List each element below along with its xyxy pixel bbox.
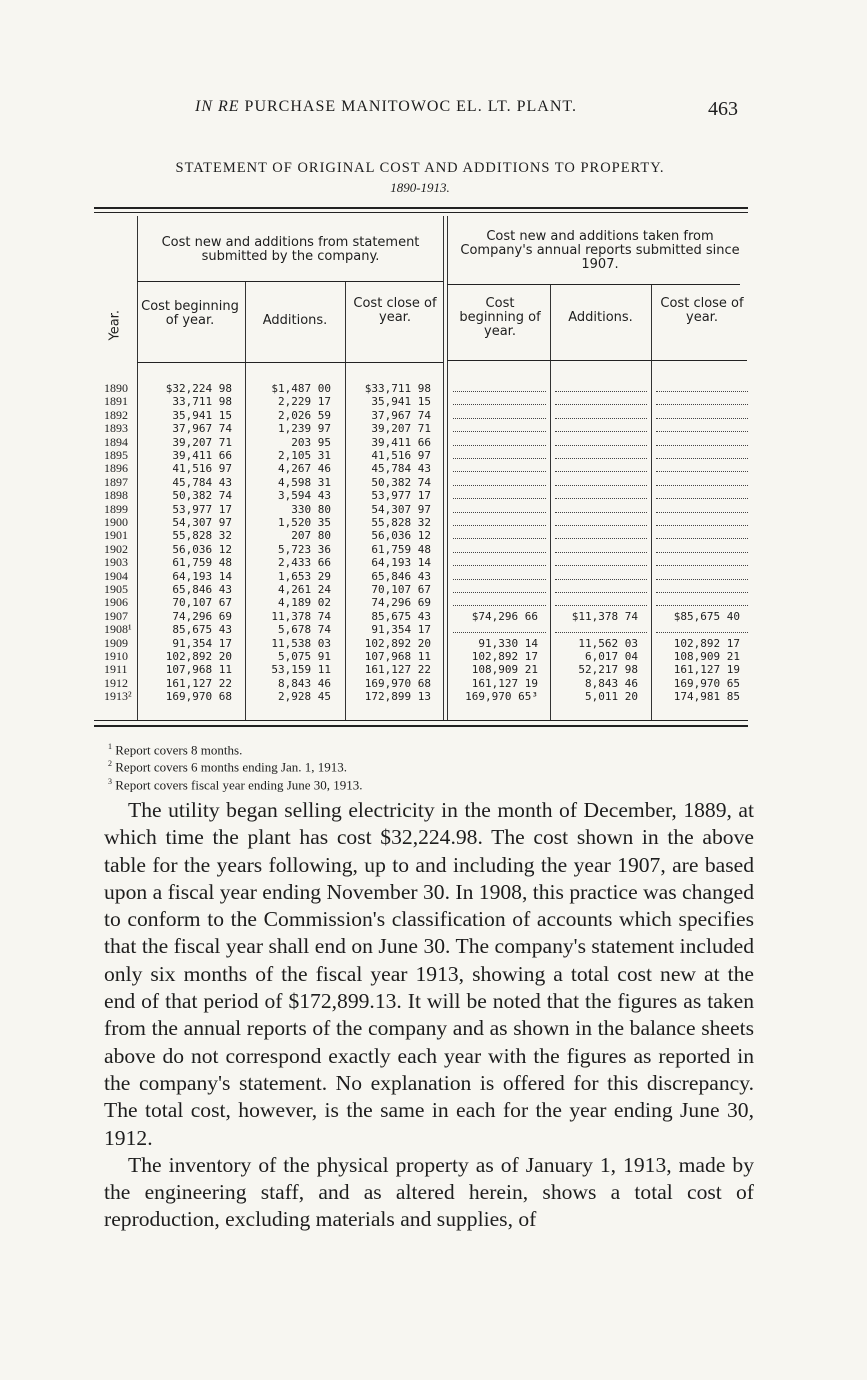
row-cell-c2: $1,487 00 (271, 382, 331, 395)
row-year: 1891 (104, 394, 128, 409)
empty-cell-leader (453, 403, 546, 405)
row-cell-c2: 5,678 74 (278, 623, 331, 637)
row-cell-c2: 2,105 31 (278, 449, 331, 462)
row-year: 1895 (104, 448, 128, 462)
col-header-1: Cost beginning of year. (141, 299, 239, 328)
table-top-rule (94, 207, 748, 209)
row-cell-c1: 102,892 20 (165, 650, 232, 663)
row-cell-c4: 108,909 21 (471, 663, 538, 677)
row-cell-c3: $33,711 98 (364, 382, 431, 395)
row-cell-c1: $32,224 98 (165, 382, 232, 395)
empty-cell-leader (555, 604, 647, 606)
empty-cell-leader (656, 564, 748, 566)
row-year: 1912 (104, 675, 128, 690)
col-header-2: Additions. (262, 313, 328, 328)
running-head-italic: IN RE (195, 98, 240, 115)
table-top-rule-thin (94, 212, 748, 213)
empty-cell-leader (555, 511, 647, 513)
empty-cell-leader (656, 524, 748, 526)
row-year: 1904 (104, 568, 128, 583)
row-year: 1905 (104, 582, 128, 596)
row-cell-c3: 61,759 48 (371, 542, 431, 556)
empty-cell-leader (555, 390, 647, 392)
empty-cell-leader (453, 390, 546, 392)
running-head (195, 98, 655, 116)
empty-cell-leader (555, 444, 647, 446)
empty-cell-leader (453, 444, 546, 446)
row-year: 1913² (104, 689, 132, 704)
empty-cell-leader (656, 631, 748, 633)
row-cell-c4: 102,892 17 (471, 650, 538, 663)
row-cell-c1: 85,675 43 (172, 623, 232, 637)
empty-cell-leader (555, 537, 647, 539)
row-cell-c2: 5,723 36 (278, 542, 331, 556)
row-cell-c1: 169,970 68 (165, 690, 232, 704)
row-cell-c1: 161,127 22 (165, 676, 232, 690)
row-cell-c4: $74,296 66 (471, 609, 538, 623)
row-cell-c2: 53,159 11 (271, 663, 331, 677)
row-cell-c1: 35,941 15 (172, 408, 232, 422)
row-cell-c5: 6,017 04 (585, 650, 638, 663)
empty-cell-leader (555, 457, 647, 459)
row-cell-c3: 56,036 12 (371, 529, 431, 543)
row-year: 1907 (104, 608, 128, 623)
row-cell-c3: 70,107 67 (371, 583, 431, 596)
empty-cell-leader (656, 604, 748, 606)
row-cell-c1: 37,967 74 (172, 422, 232, 436)
row-cell-c3: 85,675 43 (371, 609, 431, 623)
empty-cell-leader (656, 390, 748, 392)
row-cell-c3: 107,968 11 (364, 650, 431, 663)
row-year: 1906 (104, 595, 128, 610)
row-cell-c2: 2,026 59 (278, 408, 331, 422)
empty-cell-leader (555, 578, 647, 580)
col-header-6: Cost close of year. (660, 296, 744, 325)
row-cell-c2: 8,843 46 (278, 676, 331, 690)
row-cell-c2: 2,229 17 (278, 395, 331, 409)
empty-cell-leader (555, 403, 647, 405)
col-header-rule-left (137, 362, 443, 363)
row-cell-c6: 169,970 65 (673, 676, 740, 690)
row-cell-c3: 39,207 71 (371, 422, 431, 436)
row-year: 1911 (104, 662, 128, 677)
row-year: 1909 (104, 635, 128, 650)
page-number: 463 (708, 98, 738, 120)
row-cell-c3: 37,967 74 (371, 408, 431, 422)
row-year: 1897 (104, 474, 128, 489)
empty-cell-leader (453, 511, 546, 513)
row-cell-c5: 5,011 20 (585, 690, 638, 704)
footnote-3: $^3$ Report covers fiscal year ending June 30, 1913. (108, 776, 363, 792)
row-cell-c5: 52,217 98 (578, 663, 638, 677)
row-year: 1890 (104, 381, 128, 395)
row-cell-c2: 4,267 46 (278, 462, 331, 476)
col-header-4: Cost beginning of year. (459, 296, 541, 339)
group2-header: Cost new and additions taken from Company's annual reports submitted since 1907. (460, 229, 740, 272)
empty-cell-leader (656, 511, 748, 513)
row-cell-c3: 172,899 13 (364, 690, 431, 704)
paragraph-1: The utility began selling electricity in the month of December, 1889, at which time the plant has cost $32,224.98. The cost shown in the above table for the years following, up to and including the year 1907, are based upon a fiscal year ending November 30. In 1908, this practice was changed to conform to the Commission's classification of accounts which specifies that the fiscal year shall end on June 30. The company's statement included only six months of the fiscal year 1913, showing a total cost new at the end of that period of $172,899.13. It will be noted that the figures as taken from the annual reports of the company and as shown in the balance sheets above do not correspond exactly each year with the figures as reported in the company's statement. No explanation is offered for this discrepancy. The total cost, however, is the same in each for the year ending June 30, 1912. (104, 798, 754, 1150)
row-cell-c4: 161,127 19 (471, 676, 538, 690)
row-year: 1893 (104, 421, 128, 436)
row-cell-c3: 55,828 32 (371, 516, 431, 529)
row-cell-c2: 1,520 35 (278, 516, 331, 529)
row-cell-c3: 41,516 97 (371, 449, 431, 462)
empty-cell-leader (656, 457, 748, 459)
body-text (104, 797, 754, 1234)
empty-cell-leader (453, 564, 546, 566)
row-cell-c2: 11,378 74 (271, 609, 331, 623)
row-cell-c2: 4,261 24 (278, 583, 331, 596)
row-cell-c3: 45,784 43 (371, 462, 431, 476)
row-cell-c1: 53,977 17 (172, 502, 232, 516)
empty-cell-leader (453, 578, 546, 580)
row-year: 1901 (104, 528, 128, 543)
row-cell-c3: 169,970 68 (364, 676, 431, 690)
row-cell-c3: 35,941 15 (371, 395, 431, 409)
row-cell-c1: 54,307 97 (172, 516, 232, 529)
row-cell-c5: 8,843 46 (585, 676, 638, 690)
row-year: 1910 (104, 649, 128, 663)
empty-cell-leader (453, 604, 546, 606)
row-cell-c4: 91,330 14 (478, 636, 538, 650)
row-year: 1902 (104, 541, 128, 556)
table-title: STATEMENT OF ORIGINAL COST AND ADDITIONS TO PROPERTY. (175, 160, 665, 176)
empty-cell-leader (453, 524, 546, 526)
empty-cell-leader (555, 497, 647, 499)
row-cell-c3: 74,296 69 (371, 596, 431, 610)
col-header-rule-right (447, 360, 747, 361)
empty-cell-leader (555, 591, 647, 593)
empty-cell-leader (453, 484, 546, 486)
row-cell-c5: $11,378 74 (571, 609, 638, 623)
group1-header: Cost new and additions from statement submitted by the company. (161, 235, 420, 264)
row-cell-c1: 33,711 98 (172, 395, 232, 409)
empty-cell-leader (555, 524, 647, 526)
table-subtitle: 1890-1913. (390, 180, 450, 195)
row-cell-c1: 56,036 12 (172, 542, 232, 556)
row-cell-c3: 39,411 66 (371, 435, 431, 449)
empty-cell-leader (453, 497, 546, 499)
empty-cell-leader (656, 591, 748, 593)
row-cell-c1: 45,784 43 (172, 475, 232, 489)
row-year: 1898 (104, 488, 128, 503)
row-year: 1892 (104, 407, 128, 422)
empty-cell-leader (656, 417, 748, 419)
empty-cell-leader (555, 631, 647, 633)
row-cell-c1: 91,354 17 (172, 636, 232, 650)
row-cell-c2: 4,598 31 (278, 475, 331, 489)
row-cell-c2: 3,594 43 (278, 489, 331, 503)
row-cell-c1: 41,516 97 (172, 462, 232, 476)
row-cell-c1: 107,968 11 (165, 663, 232, 677)
footnotes (108, 740, 708, 792)
empty-cell-leader (453, 470, 546, 472)
row-year: 1900 (104, 515, 128, 529)
table-bottom-rule-thick (94, 725, 748, 727)
table-bottom-rule (94, 720, 748, 721)
empty-cell-leader (453, 537, 546, 539)
empty-cell-leader (453, 631, 546, 633)
empty-cell-leader (656, 537, 748, 539)
row-cell-c3: 161,127 22 (364, 663, 431, 677)
row-cell-c2: 1,239 97 (278, 422, 331, 436)
row-cell-c2: 207 80 (291, 529, 331, 543)
empty-cell-leader (453, 417, 546, 419)
empty-cell-leader (453, 551, 546, 553)
row-cell-c1: 55,828 32 (172, 529, 232, 543)
row-cell-c2: 5,075 91 (278, 650, 331, 663)
empty-cell-leader (555, 551, 647, 553)
row-cell-c5: 11,562 03 (578, 636, 638, 650)
row-cell-c6: $85,675 40 (673, 609, 740, 623)
row-cell-c2: 203 95 (291, 435, 331, 449)
row-cell-c2: 330 80 (291, 502, 331, 516)
row-year: 1896 (104, 461, 128, 476)
empty-cell-leader (555, 417, 647, 419)
empty-cell-leader (555, 564, 647, 566)
row-cell-c1: 39,411 66 (172, 449, 232, 462)
empty-cell-leader (453, 591, 546, 593)
col-header-5: Additions. (568, 310, 633, 325)
row-cell-c2: 1,653 29 (278, 569, 331, 583)
row-cell-c6: 174,981 85 (673, 690, 740, 704)
col-header-3: Cost close of year. (353, 296, 437, 325)
footnote-2: $^2$ Report covers 6 months ending Jan. 1, 1913. (108, 759, 348, 775)
row-cell-c1: 65,846 43 (172, 583, 232, 596)
empty-cell-leader (656, 470, 748, 472)
empty-cell-leader (656, 403, 748, 405)
paragraph-2: The inventory of the physical property as of January 1, 1913, made by the engineering staff, and as altered herein, shows a total cost of reproduction, excluding materials and supplies, of (104, 1152, 754, 1232)
group1-header-rule (137, 281, 443, 282)
row-cell-c4: 169,970 65³ (465, 690, 538, 704)
row-year: 1908¹ (104, 622, 132, 637)
row-cell-c3: 91,354 17 (371, 623, 431, 637)
row-cell-c2: 11,538 03 (271, 636, 331, 650)
year-column-label: Year. (107, 310, 123, 341)
row-cell-c6: 161,127 19 (673, 663, 740, 677)
empty-cell-leader (555, 470, 647, 472)
empty-cell-leader (656, 578, 748, 580)
empty-cell-leader (555, 430, 647, 432)
empty-cell-leader (656, 551, 748, 553)
row-cell-c1: 74,296 69 (172, 609, 232, 623)
row-cell-c1: 64,193 14 (172, 569, 232, 583)
empty-cell-leader (656, 444, 748, 446)
row-cell-c2: 4,189 02 (278, 596, 331, 610)
footnote-1: $^1$ Report covers 8 months. (108, 742, 243, 758)
empty-cell-leader (656, 430, 748, 432)
row-cell-c1: 61,759 48 (172, 556, 232, 570)
row-year: 1903 (104, 555, 128, 570)
row-cell-c3: 65,846 43 (371, 569, 431, 583)
empty-cell-leader (453, 457, 546, 459)
row-cell-c3: 54,307 97 (371, 502, 431, 516)
row-year: 1899 (104, 501, 128, 516)
empty-cell-leader (656, 497, 748, 499)
row-cell-c3: 53,977 17 (371, 489, 431, 503)
running-head-title: PURCHASE MANITOWOC EL. LT. PLANT. (244, 98, 577, 115)
row-cell-c1: 70,107 67 (172, 596, 232, 610)
row-cell-c1: 50,382 74 (172, 489, 232, 503)
row-cell-c3: 102,892 20 (364, 636, 431, 650)
empty-cell-leader (453, 430, 546, 432)
empty-cell-leader (656, 484, 748, 486)
row-year: 1894 (104, 434, 128, 449)
group2-header-rule (447, 284, 740, 285)
empty-cell-leader (555, 484, 647, 486)
row-cell-c2: 2,433 66 (278, 556, 331, 570)
row-cell-c6: 108,909 21 (673, 650, 740, 663)
row-cell-c1: 39,207 71 (172, 435, 232, 449)
row-cell-c3: 64,193 14 (371, 556, 431, 570)
row-cell-c6: 102,892 17 (673, 636, 740, 650)
row-cell-c3: 50,382 74 (371, 475, 431, 489)
row-cell-c2: 2,928 45 (278, 690, 331, 704)
